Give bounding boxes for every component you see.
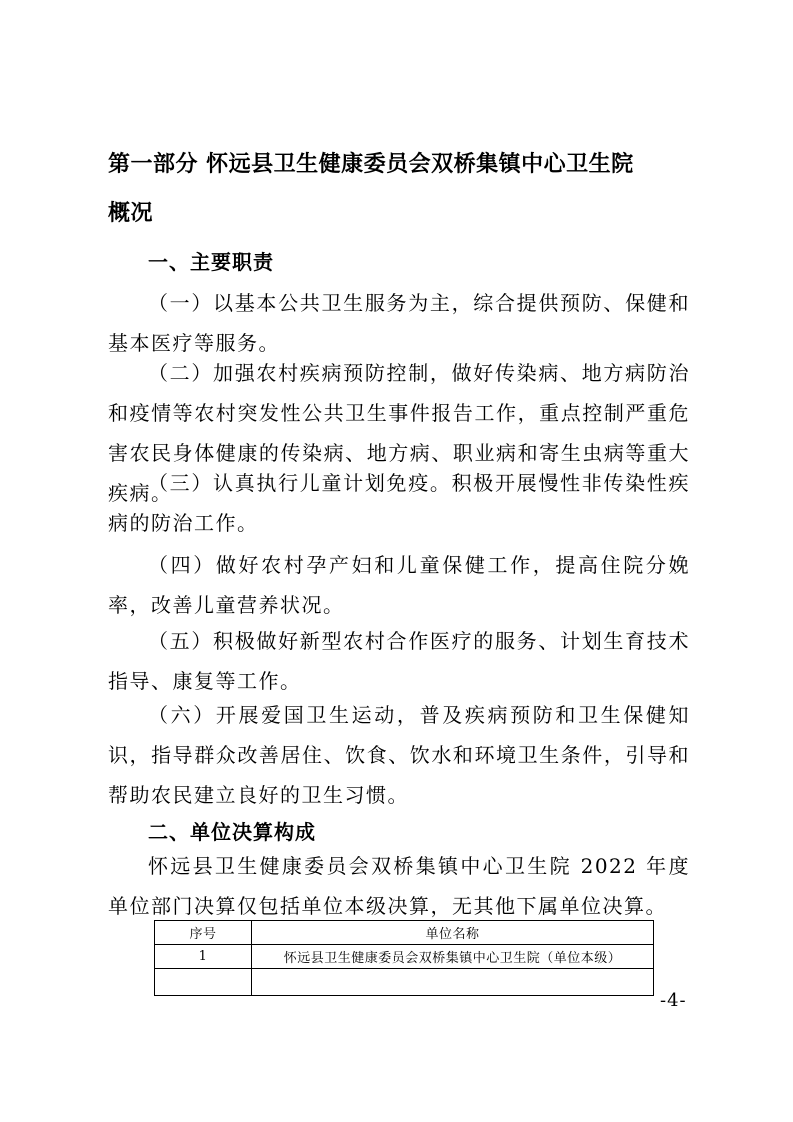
- cell-index-empty: [155, 969, 252, 996]
- cell-unit-name-empty: [252, 969, 654, 996]
- duty-paragraph-6: （六）开展爱国卫生运动，普及疾病预防和卫生保健知识，指导群众改善居住、饮食、饮水和环境卫生条件，引导和帮助农民建立良好的卫生习惯。: [108, 703, 690, 807]
- table-header-row: [155, 921, 654, 945]
- composition-paragraph: 怀远县卫生健康委员会双桥集镇中心卫生院 2022 年度单位部门决算仅包括单位本级决算，无其他下属单位决算。: [108, 854, 690, 918]
- table-row: [155, 945, 654, 969]
- cell-index: 1: [155, 945, 252, 969]
- section1-heading: 一、主要职责: [148, 250, 274, 274]
- section2-heading: 二、单位决算构成: [148, 820, 316, 844]
- duty-paragraph-1: （一）以基本公共卫生服务为主，综合提供预防、保健和基本医疗等服务。: [108, 291, 690, 355]
- header-index: 序号: [155, 921, 252, 945]
- part-title-line1: 第一部分 怀远县卫生健康委员会双桥集镇中心卫生院: [108, 152, 634, 177]
- duty-paragraph-4: （四）做好农村孕产妇和儿童保健工作，提高住院分娩率，改善儿童营养状况。: [108, 553, 690, 617]
- duty-paragraph-3: （三）认真执行儿童计划免疫。积极开展慢性非传染性疾病的防治工作。: [108, 471, 690, 535]
- page-number: -4-: [660, 990, 687, 1011]
- header-unit-name: 单位名称: [252, 921, 654, 945]
- unit-composition-table: [154, 920, 654, 996]
- duty-paragraph-2: （二）加强农村疾病预防控制，做好传染病、地方病防治和疫情等农村突发性公共卫生事件报告工作，重点控制严重危害农民身体健康的传染病、地方病、职业病和寄生虫病等重大疾病。: [108, 361, 690, 505]
- part-title-line2: 概况: [108, 201, 154, 226]
- duty-paragraph-5: （五）积极做好新型农村合作医疗的服务、计划生育技术指导、康复等工作。: [108, 629, 690, 693]
- cell-unit-name: 怀远县卫生健康委员会双桥集镇中心卫生院（单位本级）: [252, 945, 654, 969]
- table-row-empty: [155, 969, 654, 996]
